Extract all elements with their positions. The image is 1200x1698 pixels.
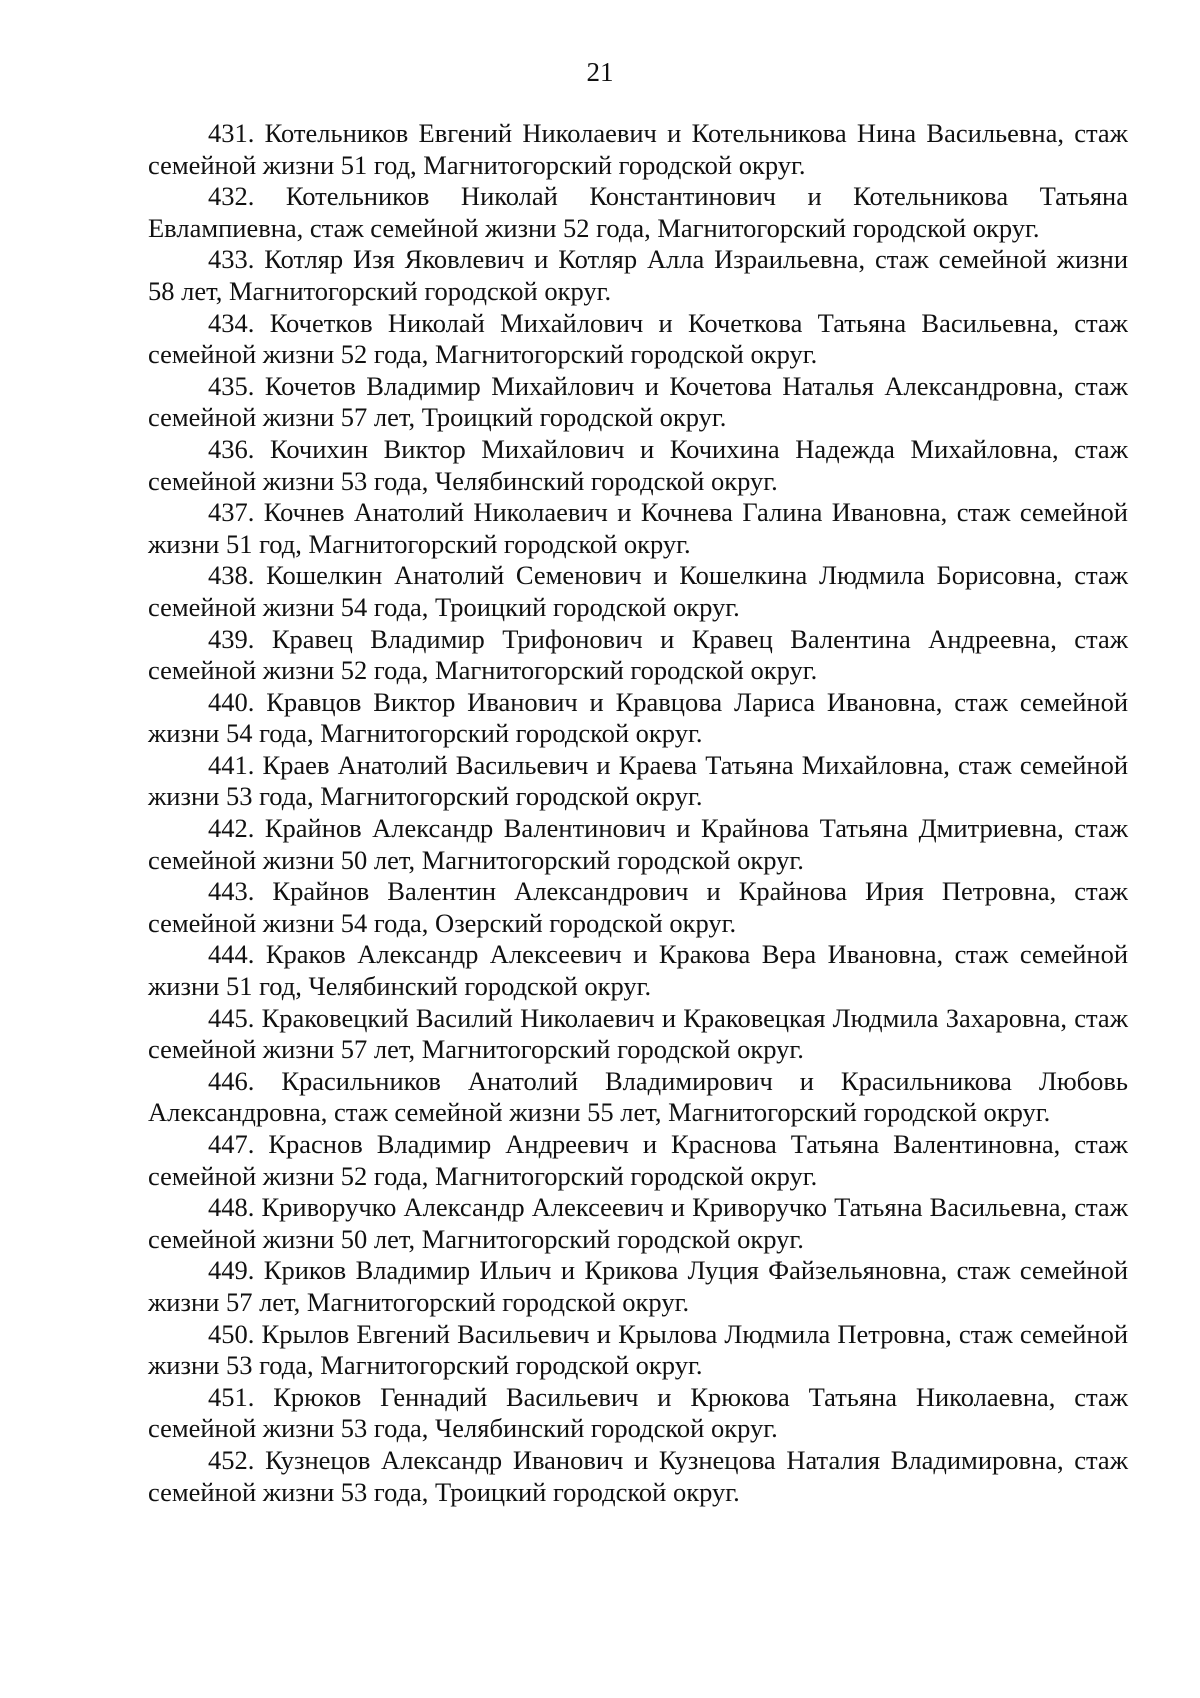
list-item bbox=[148, 560, 1128, 623]
entry-number: 449. bbox=[208, 1255, 255, 1286]
entry-number: 447. bbox=[208, 1129, 255, 1159]
entry-number: 433. bbox=[208, 244, 255, 275]
list-item bbox=[148, 1445, 1128, 1508]
entry-text: Краковецкий Василий Николаевич и Краковецкая Людмила Захаровна, стаж семейной жизни 57 лет, Магнитогорский городской округ. bbox=[148, 1002, 1129, 1065]
list-item bbox=[148, 244, 1128, 307]
entry-number: 439. bbox=[208, 623, 255, 654]
entry-text: Криворучко Александр Алексеевич и Криворучко Татьяна Васильевна, стаж семейной жизни 50 лет, Магнитогорский городской округ. bbox=[148, 1192, 1128, 1254]
list-item bbox=[148, 434, 1128, 497]
entry-text: Краснов Владимир Андреевич и Краснова Татьяна Валентиновна, стаж семейной жизни 52 года, Магнитогорский городской округ. bbox=[148, 1129, 1128, 1191]
entry-number: 448. bbox=[208, 1192, 255, 1223]
list-item bbox=[148, 876, 1128, 939]
entry-number: 443. bbox=[208, 876, 255, 907]
entry-number: 435. bbox=[208, 370, 255, 401]
entry-number: 446. bbox=[208, 1065, 255, 1096]
list-item bbox=[148, 1129, 1128, 1192]
entry-number: 432. bbox=[208, 181, 255, 212]
entry-text: Крюков Геннадий Васильевич и Крюкова Татьяна Николаевна, стаж семейной жизни 53 года, Челябинский городской округ. bbox=[148, 1381, 1129, 1444]
entry-number: 452. bbox=[208, 1444, 255, 1475]
list-item bbox=[148, 624, 1128, 687]
entry-text: Красильников Анатолий Владимирович и Красильникова Любовь Александровна, стаж семейной жизни 55 лет, Магнитогорский городской округ. bbox=[148, 1065, 1128, 1128]
entry-number: 436. bbox=[208, 433, 255, 464]
entry-text: Кузнецов Александр Иванович и Кузнецова Наталия Владимировна, стаж семейной жизни 53 года, Троицкий городской округ. bbox=[148, 1444, 1129, 1507]
entry-number: 441. bbox=[208, 749, 255, 780]
entry-text: Крайнов Валентин Александрович и Крайнова Ирия Петровна, стаж семейной жизни 54 года, Озерский городской округ. bbox=[148, 876, 1128, 938]
list-item bbox=[148, 308, 1128, 371]
entry-number: 442. bbox=[208, 813, 255, 844]
list-item bbox=[148, 687, 1128, 750]
list-item bbox=[148, 118, 1128, 181]
entry-text: Краков Александр Алексеевич и Кракова Вера Ивановна, стаж семейной жизни 51 год, Челябинский городской округ. bbox=[148, 939, 1128, 1002]
entry-number: 450. bbox=[208, 1318, 255, 1349]
list-item bbox=[148, 939, 1128, 1002]
entry-text: Кравец Владимир Трифонович и Кравец Валентина Андреевна, стаж семейной жизни 52 года, Магнитогорский городской округ. bbox=[148, 623, 1129, 686]
entries-list bbox=[148, 118, 1128, 1508]
entry-text: Кошелкин Анатолий Семенович и Кошелкина Людмила Борисовна, стаж семейной жизни 54 года, Троицкий городской округ. bbox=[148, 560, 1129, 622]
list-item bbox=[148, 750, 1128, 813]
entry-number: 431. bbox=[208, 118, 255, 148]
entry-text: Котельников Евгений Николаевич и Котельникова Нина Васильевна, стаж семейной жизни 51 год, Магнитогорский городской округ. bbox=[148, 118, 1128, 180]
entry-text: Крайнов Александр Валентинович и Крайнова Татьяна Дмитриевна, стаж семейной жизни 50 лет, Магнитогорский городской округ. bbox=[148, 813, 1128, 875]
list-item bbox=[148, 813, 1128, 876]
list-item bbox=[148, 1382, 1128, 1445]
list-item bbox=[148, 1192, 1128, 1255]
entry-text: Кравцов Виктор Иванович и Кравцова Лариса Ивановна, стаж семейной жизни 54 года, Магнитогорский городской округ. bbox=[148, 686, 1129, 749]
list-item bbox=[148, 1255, 1128, 1318]
entry-text: Криков Владимир Ильич и Крикова Луция Файзельяновна, стаж семейной жизни 57 лет, Магнитогорский городской округ. bbox=[148, 1255, 1128, 1317]
list-item bbox=[148, 371, 1128, 434]
entry-text: Котляр Изя Яковлевич и Котляр Алла Израильевна, стаж семейной жизни 58 лет, Магнитогорский городской округ. bbox=[148, 244, 1128, 306]
list-item bbox=[148, 497, 1128, 560]
entry-text: Котельников Николай Константинович и Котельникова Татьяна Евлампиевна, стаж семейной жизни 52 года, Магнитогорский городской округ. bbox=[148, 181, 1129, 243]
entry-text: Кочнев Анатолий Николаевич и Кочнева Галина Ивановна, стаж семейной жизни 51 год, Магнитогорский городской округ. bbox=[148, 497, 1128, 559]
page-number: 21 bbox=[586, 57, 614, 87]
entry-text: Кочихин Виктор Михайлович и Кочихина Надежда Михайловна, стаж семейной жизни 53 года, Челябинский городской округ. bbox=[148, 433, 1129, 496]
list-item bbox=[148, 1319, 1128, 1382]
entry-number: 434. bbox=[208, 307, 255, 338]
list-item bbox=[148, 1003, 1128, 1066]
list-item bbox=[148, 1066, 1128, 1129]
entry-number: 451. bbox=[208, 1381, 255, 1412]
entry-number: 445. bbox=[208, 1002, 255, 1033]
list-item bbox=[148, 181, 1128, 244]
entry-text: Крылов Евгений Васильевич и Крылова Людмила Петровна, стаж семейной жизни 53 года, Магнитогорский городской округ. bbox=[148, 1318, 1129, 1381]
entry-text: Краев Анатолий Васильевич и Краева Татьяна Михайловна, стаж семейной жизни 53 года, Магнитогорский городской округ. bbox=[148, 749, 1128, 812]
entry-number: 444. bbox=[208, 939, 255, 970]
entry-number: 437. bbox=[208, 497, 255, 528]
entry-number: 440. bbox=[208, 686, 255, 717]
entry-number: 438. bbox=[208, 560, 255, 591]
entry-text: Кочетов Владимир Михайлович и Кочетова Наталья Александровна, стаж семейной жизни 57 лет, Троицкий городской округ. bbox=[148, 370, 1128, 433]
entry-text: Кочетков Николай Михайлович и Кочеткова Татьяна Васильевна, стаж семейной жизни 52 года, Магнитогорский городской округ. bbox=[148, 307, 1128, 370]
